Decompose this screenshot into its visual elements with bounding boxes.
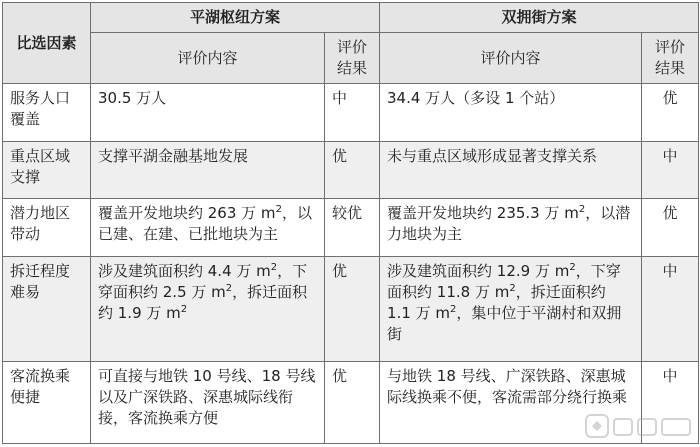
- header-factor: 比选因素: [3, 3, 91, 84]
- plan-a-result: 较优: [325, 199, 380, 257]
- plan-a-content: 涉及建筑面积约 4.4 万 $m^2$，下穿面积约 2.5 万 $m^2$，拆迁面积约 1.9 万 $m^2$: [91, 257, 325, 362]
- table-row: [3, 84, 699, 142]
- plan-b-result: 中: [642, 362, 699, 444]
- plan-a-result: 优: [325, 141, 380, 199]
- plan-b-content: 与地铁 18 号线、广深铁路、深惠城际线换乘不便，客流需部分绕行换乘: [380, 362, 642, 444]
- site-logo-watermark-icon: [584, 409, 694, 443]
- header-row-2: [3, 33, 699, 84]
- header-plan-b: 双拥街方案: [380, 3, 699, 33]
- header-a-result: 评价 结果: [325, 33, 380, 84]
- plan-a-result: 优: [325, 257, 380, 362]
- plan-b-content: 34.4 万人（多设 1 个站）: [380, 84, 642, 142]
- factor-cell: 客流换乘便捷: [3, 362, 91, 444]
- header-row-1: [3, 3, 699, 33]
- factor-cell: 服务人口覆盖: [3, 84, 91, 142]
- table-row: [3, 141, 699, 199]
- factor-cell: 拆迁程度难易: [3, 257, 91, 362]
- plan-a-result: 中: [325, 84, 380, 142]
- plan-b-content: 涉及建筑面积约 12.9 万 $m^2$，下穿面积约 11.8 万 $m^2$，拆迁面积约 1.1 万 $m^2$，集中位于平湖村和双拥街: [380, 257, 642, 362]
- plan-b-content: 覆盖开发地块约 235.3 万 $m^2$，以潜力地块为主: [380, 199, 642, 257]
- plan-a-content: 30.5 万人: [91, 84, 325, 142]
- table-row: [3, 199, 699, 257]
- plan-a-result: 优: [325, 362, 380, 444]
- table-row: [3, 257, 699, 362]
- plan-a-content: 可直接与地铁 10 号线、18 号线以及广深铁路、深惠城际线衔接，客流换乘方便: [91, 362, 325, 444]
- plan-a-content: 支撑平湖金融基地发展: [91, 141, 325, 199]
- plan-b-result: 中: [642, 141, 699, 199]
- header-plan-a: 平湖枢纽方案: [91, 3, 380, 33]
- factor-cell: 重点区域支撑: [3, 141, 91, 199]
- header-b-result: 评价 结果: [642, 33, 699, 84]
- plan-b-result: 优: [642, 84, 699, 142]
- header-a-content: 评价内容: [91, 33, 325, 84]
- plan-b-result: 中: [642, 257, 699, 362]
- plan-a-content: 覆盖开发地块约 263 万 $m^2$，以已建、在建、已批地块为主: [91, 199, 325, 257]
- factor-cell: 潜力地区带动: [3, 199, 91, 257]
- plan-b-content: 未与重点区域形成显著支撑关系: [380, 141, 642, 199]
- plan-b-result: 优: [642, 199, 699, 257]
- header-b-content: 评价内容: [380, 33, 642, 84]
- comparison-table: [2, 2, 699, 444]
